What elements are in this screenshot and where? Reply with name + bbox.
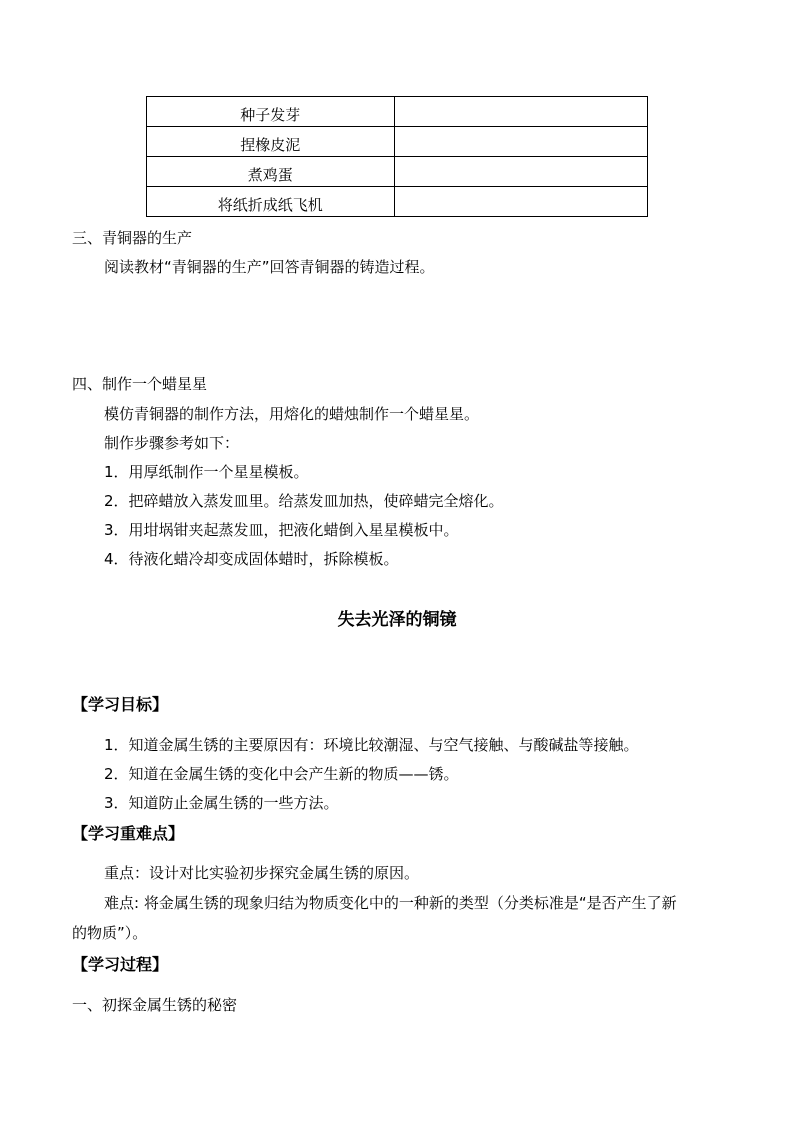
answer-cell [394,187,647,217]
activity-cell: 捏橡皮泥 [147,127,395,157]
table-row [147,97,648,127]
lesson-title: 失去光泽的铜镜 [337,610,457,630]
goal-item: 1．知道金属生锈的主要原因有：环境比较潮湿、与空气接触、与酸碱盐等接触。 [104,736,639,754]
table-row [147,187,648,217]
table-row [147,157,648,187]
step-item: 3．用坩埚钳夹起蒸发皿，把液化蜡倒入星星模板中。 [104,521,459,539]
table-row [147,127,648,157]
process-heading: 【学习过程】 [72,955,169,974]
answer-cell [394,97,647,127]
activity-cell: 将纸折成纸飞机 [147,187,395,217]
activity-table [146,96,648,217]
answer-cell [394,127,647,157]
section4-intro: 模仿青铜器的制作方法，用熔化的蜡烛制作一个蜡星星。 [104,405,480,423]
section3-heading: 三、青铜器的生产 [72,229,193,247]
activity-cell: 煮鸡蛋 [147,157,395,187]
section4-steps-label: 制作步骤参考如下： [104,434,240,452]
section3-text: 阅读教材“青铜器的生产”回答青铜器的铸造过程。 [104,258,435,276]
goal-item: 3．知道防止金属生锈的一些方法。 [104,794,339,812]
key-points-heading: 【学习重难点】 [72,824,185,843]
step-item: 4．待液化蜡冷却变成固体蜡时，拆除模板。 [104,550,399,568]
activity-cell: 种子发芽 [147,97,395,127]
goal-item: 2．知道在金属生锈的变化中会产生新的物质——锈。 [104,765,459,783]
step-item: 2．把碎蜡放入蒸发皿里。给蒸发皿加热，使碎蜡完全熔化。 [104,492,504,510]
answer-cell [394,157,647,187]
step-item: 1．用厚纸制作一个星星模板。 [104,463,309,481]
process-item: 一、初探金属生锈的秘密 [72,996,238,1014]
difficulty-text-cont: 的物质”）。 [72,924,148,942]
goals-heading: 【学习目标】 [72,695,169,714]
difficulty-text: 难点: 将金属生锈的现象归结为物质变化中的一种新的类型（分类标准是“是否产生了新 [104,894,677,912]
section4-heading: 四、制作一个蜡星星 [72,375,208,393]
key-point-text: 重点：设计对比实验初步探究金属生锈的原因。 [104,864,420,882]
